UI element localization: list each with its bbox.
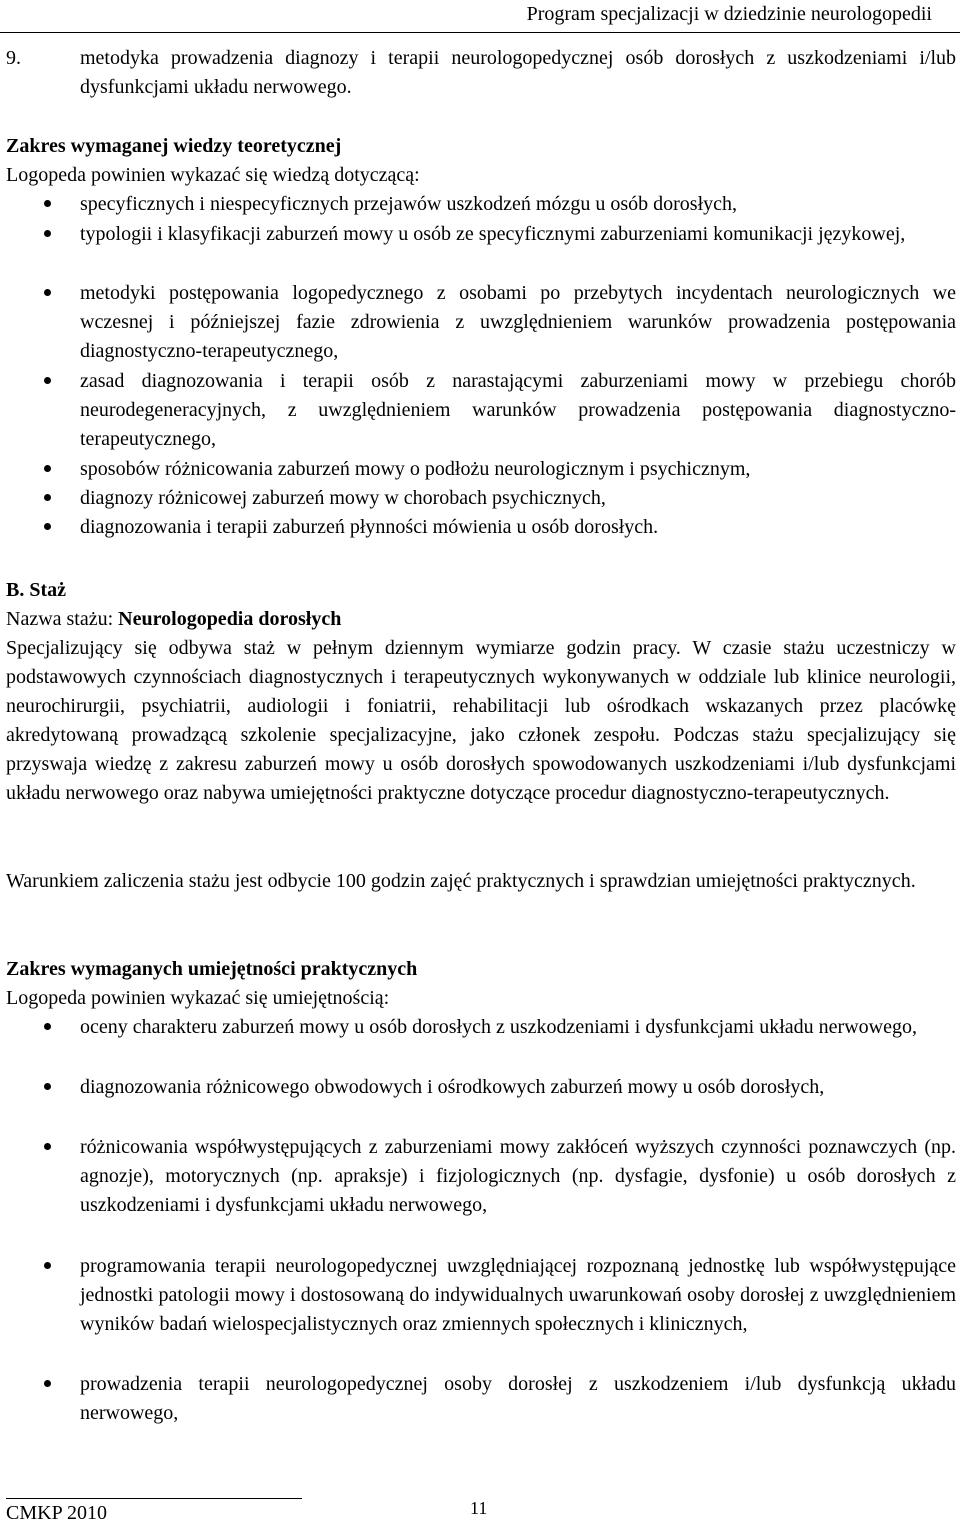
page-header: [0, 0, 960, 33]
practical-item: diagnozowania różnicowego obwodowych i ośrodkowych zaburzeń mowy u osób dorosłych,: [80, 1076, 825, 1098]
bullet-icon: [44, 523, 51, 530]
theory-item: diagnozowania i terapii zaburzeń płynności mówienia u osób dorosłych.: [80, 516, 659, 538]
practical-item: różnicowania współwystępujących z zaburzeniami mowy zakłóceń wyższych czynności poznawczych (np. agnozje), motorycznych (np. apraksje) i fizjologicznych (np. dysfagie, dysfonie) u osób dorosłych z uszkodzeniami i dysfunkcjami układu nerwowego,: [80, 1136, 956, 1216]
footer-divider: [6, 1498, 302, 1499]
theory-item: metodyki postępowania logopedycznego z osobami po przebytych incydentach neurologicznych we wczesnej i późniejszej fazie zdrowienia z uwzględnieniem warunków prowadzenia postępowania diagnostyczno-terapeutycznego,: [80, 282, 956, 362]
bullet-icon: [44, 494, 51, 501]
item-9-text: metodyka prowadzenia diagnozy i terapii neurologopedycznej osób dorosłych z uszkodzeniami i/lub dysfunkcjami układu nerwowego.: [80, 47, 956, 98]
theory-item: zasad diagnozowania i terapii osób z narastającymi zaburzeniami mowy w przebiegu chorób neurodegeneracyjnych, z uwzględnieniem warunków prowadzenia postępowania diagnostyczno-terapeutycznego,: [80, 370, 956, 450]
bullet-icon: [44, 1023, 51, 1030]
bullet-icon: [44, 289, 51, 296]
practical-item: prowadzenia terapii neurologopedycznej osoby dorosłej z uszkodzeniem i/lub dysfunkcją układu nerwowego,: [80, 1373, 956, 1424]
internship-name-label: Nazwa stażu:: [6, 608, 119, 630]
bullet-icon: [44, 465, 51, 472]
header-title: Program specjalizacji w dziedzinie neurologopedii: [526, 3, 932, 25]
internship-name-value: Neurologopedia dorosłych: [118, 608, 342, 630]
bullet-icon: [44, 1262, 51, 1269]
section-b-heading: B. Staż: [6, 579, 66, 601]
theory-intro: Logopeda powinien wykazać się wiedzą dotyczącą:: [6, 164, 420, 186]
bullet-icon: [44, 230, 51, 237]
bullet-icon: [44, 377, 51, 384]
internship-paragraph-1: Specjalizujący się odbywa staż w pełnym dziennym wymiarze godzin pracy. W czasie stażu uczestniczy w podstawowych czynnościach diagnostycznych i terapeutycznych wykonywanych w oddziale lub klinice neurologii, neurochirurgii, psychiatrii, audiologii i foniatrii, rehabilitacji lub ośrodkach wskazanych przez placówkę akredytowaną prowadzącą szkolenie specjalizacyjne, jako członek zespołu. Podczas stażu specjalizujący się przyswaja wiedzę z zakresu zaburzeń mowy u osób dorosłych spowodowanych uszkodzeniami i/lub dysfunkcjami układu nerwowego oraz nabywa umiejętności praktyczne dotyczące procedur diagnostyczno-terapeutycznych.: [6, 637, 956, 804]
practical-intro: Logopeda powinien wykazać się umiejętnością:: [6, 987, 390, 1009]
bullet-icon: [44, 1083, 51, 1090]
internship-name: [6, 605, 956, 634]
footer-label: CMKP 2010: [6, 1502, 107, 1524]
theory-item: sposobów różnicowania zaburzeń mowy o podłożu neurologicznym i psychicznym,: [80, 458, 751, 480]
practical-heading: Zakres wymaganych umiejętności praktycznych: [6, 958, 418, 980]
internship-paragraph-2: Warunkiem zaliczenia stażu jest odbycie 100 godzin zajęć praktycznych i sprawdzian umiejętności praktycznych.: [6, 870, 916, 892]
bullet-icon: [44, 1380, 51, 1387]
practical-item: programowania terapii neurologopedycznej uwzględniającej rozpoznaną jednostkę lub współwystępujące jednostki patologii mowy i dostosowaną do indywidualnych uwarunkowań osoby dorosłej z uwzględnieniem wyników badań wielospecjalistycznych oraz zmiennych społecznych i klinicznych,: [80, 1255, 956, 1335]
theory-heading: Zakres wymaganej wiedzy teoretycznej: [6, 135, 342, 157]
page-number: 11: [470, 1498, 488, 1518]
theory-item: diagnozy różnicowej zaburzeń mowy w chorobach psychicznych,: [80, 487, 606, 509]
item-9-number: 9.: [6, 47, 21, 69]
theory-item: specyficznych i niespecyficznych przejawów uszkodzeń mózgu u osób dorosłych,: [80, 193, 738, 215]
practical-item: oceny charakteru zaburzeń mowy u osób dorosłych z uszkodzeniami i dysfunkcjami układu nerwowego,: [80, 1016, 917, 1038]
bullet-icon: [44, 200, 51, 207]
theory-item: typologii i klasyfikacji zaburzeń mowy u osób ze specyficznymi zaburzeniami komunikacji językowej,: [80, 223, 906, 245]
bullet-icon: [44, 1143, 51, 1150]
